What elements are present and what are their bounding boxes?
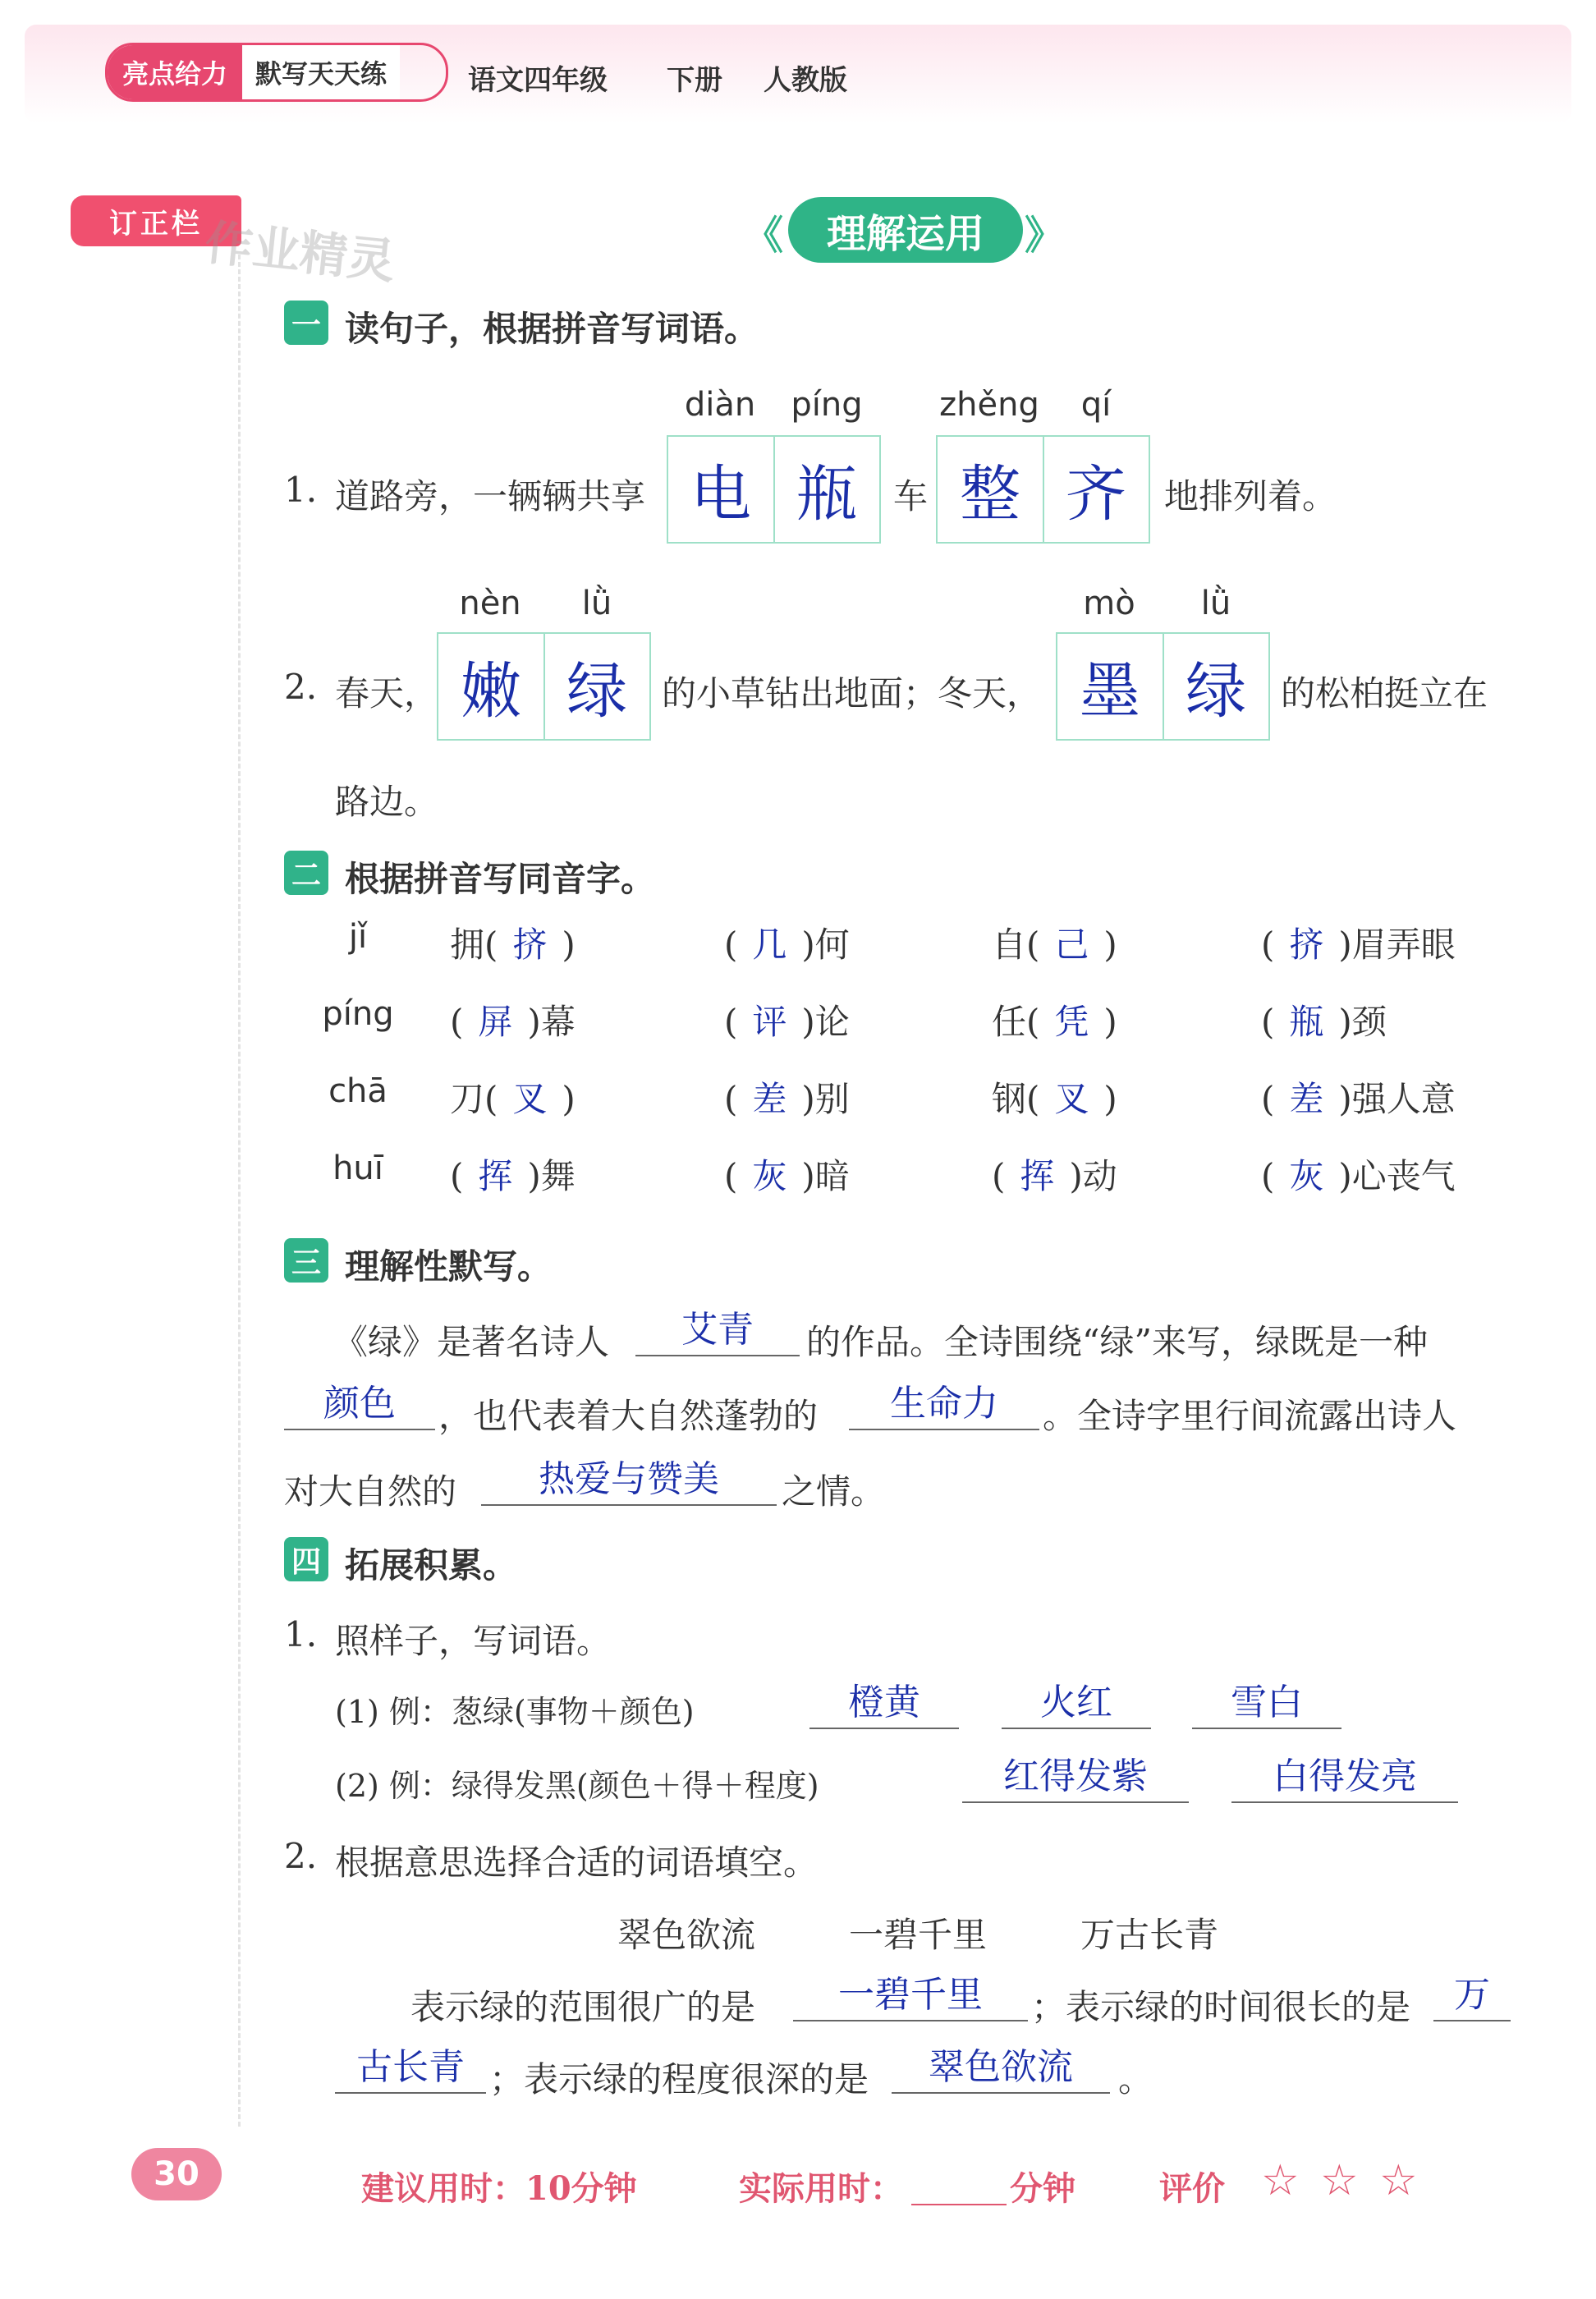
s3-line3-post: 之情。 <box>782 1471 886 1512</box>
answer-blank: 热爱与赞美 <box>481 1455 777 1506</box>
brand-badge <box>105 43 448 102</box>
option: 万古长青 <box>1080 1915 1219 1955</box>
homophone-item <box>450 918 576 967</box>
answer-blank: 白得发亮 <box>1231 1752 1458 1803</box>
answer-blank: 颜色 <box>284 1379 435 1430</box>
item-prefix: ( <box>1261 1079 1275 1119</box>
item-suffix: ) <box>562 925 576 965</box>
answer-character: 评 <box>752 1002 787 1042</box>
volume-label: 下册 <box>667 64 722 97</box>
pinyin: huī <box>332 1150 383 1187</box>
answer-blank: 火红 <box>1002 1678 1151 1729</box>
section-4-title: 拓展积累。 <box>345 1545 518 1585</box>
homophone-item <box>1261 1150 1456 1199</box>
star-icon: ☆ <box>1320 2156 1359 2205</box>
homophone-item <box>992 918 1117 967</box>
answer-character: 挤 <box>1289 925 1324 965</box>
option: 翠色欲流 <box>617 1915 756 1955</box>
answer-blank: 红得发紫 <box>962 1752 1189 1803</box>
s3-line2-mid: ，也代表着大自然蓬勃的 <box>438 1396 819 1436</box>
title-right-chevron: 》 <box>1025 213 1065 259</box>
answer-blank: 古长青 <box>335 2043 486 2094</box>
item-suffix: ) <box>1103 1079 1117 1119</box>
homophone-item <box>1261 918 1456 967</box>
section-2-title: 根据拼音写同音字。 <box>345 859 656 899</box>
pinyin: píng <box>322 995 394 1033</box>
s4-q2-number: 2. <box>284 1836 318 1876</box>
item-prefix: 拥( <box>450 925 498 965</box>
question-2-number: 2. <box>284 667 318 707</box>
answer-character: 灰 <box>1289 1156 1324 1196</box>
watermark: 作业精灵 <box>202 214 398 290</box>
rating-label: 评价 <box>1159 2169 1225 2208</box>
homophone-item <box>724 918 850 967</box>
answer-character: 挥 <box>1020 1156 1055 1196</box>
subject-label: 语文四年级 <box>468 64 608 97</box>
pinyin: lǜ <box>581 585 612 622</box>
item-prefix: 任( <box>992 1002 1040 1042</box>
actual-time-label: 实际用时： <box>739 2169 903 2208</box>
answer-box: 墨 <box>1056 632 1164 741</box>
section-1-number: 一 <box>284 301 328 345</box>
section-4-number: 四 <box>284 1537 328 1581</box>
homophone-item <box>450 1150 576 1199</box>
item-suffix: ) <box>1103 1002 1117 1042</box>
answer-box: 绿 <box>1163 632 1270 741</box>
s4-q2-line2-post: 。 <box>1118 2059 1153 2099</box>
answer-character: 己 <box>1054 925 1089 965</box>
answer-blank: 橙黄 <box>809 1678 959 1729</box>
homophone-item <box>1261 1072 1456 1122</box>
question-1-mid: 车 <box>893 476 929 516</box>
example-2: (2) 例：绿得发黑(颜色＋得＋程度) <box>335 1768 819 1804</box>
answer-character: 瓶 <box>1289 1002 1324 1042</box>
pinyin: lǜ <box>1200 585 1231 622</box>
item-suffix: )颈 <box>1338 1002 1387 1042</box>
answer-blank: 艾青 <box>635 1306 800 1356</box>
homophone-item <box>724 995 850 1044</box>
answer-blank: 翠色欲流 <box>892 2043 1110 2094</box>
s4-q2-line1-pre: 表示绿的范围很广的是 <box>410 1987 756 2027</box>
question-1-text: 道路旁，一辆辆共享 <box>335 476 646 516</box>
item-prefix: 刀( <box>450 1079 498 1119</box>
title-left-chevron: 《 <box>744 213 784 259</box>
item-prefix: 自( <box>992 925 1040 965</box>
homophone-item <box>450 1072 576 1122</box>
item-suffix: )心丧气 <box>1338 1156 1456 1196</box>
answer-character: 叉 <box>1054 1079 1089 1119</box>
pinyin: jǐ <box>348 918 368 956</box>
question-1-post: 地排列着。 <box>1164 476 1337 516</box>
brand-right: 默写天天练 <box>242 45 400 99</box>
item-suffix: )论 <box>801 1002 850 1042</box>
homophone-item <box>724 1072 850 1122</box>
pinyin: nèn <box>459 585 521 622</box>
page-number: 30 <box>131 2148 222 2200</box>
pinyin: píng <box>791 386 863 424</box>
pinyin: diàn <box>684 386 756 424</box>
s4-q2-text: 根据意思选择合适的词语填空。 <box>335 1842 819 1883</box>
pinyin: zhěng <box>939 386 1039 424</box>
question-2-line2: 路边。 <box>335 782 439 822</box>
s3-line1-post: 的作品。全诗围绕“绿”来写，绿既是一种 <box>806 1322 1428 1362</box>
pinyin: mò <box>1083 585 1135 622</box>
item-suffix: )何 <box>801 925 850 965</box>
item-suffix: ) <box>1103 925 1117 965</box>
item-suffix: )别 <box>801 1079 850 1119</box>
homophone-item <box>724 1150 850 1199</box>
actual-time-blank <box>911 2204 1007 2205</box>
s4-q1-number: 1. <box>284 1614 318 1654</box>
answer-box: 整 <box>936 435 1044 544</box>
actual-time-unit: 分钟 <box>1010 2169 1075 2208</box>
answer-character: 叉 <box>512 1079 548 1119</box>
item-prefix: ( <box>450 1156 464 1196</box>
section-3-title: 理解性默写。 <box>345 1246 553 1287</box>
item-prefix: ( <box>724 1156 738 1196</box>
s3-line1-pre: 《绿》是著名诗人 <box>333 1322 610 1362</box>
answer-character: 差 <box>752 1079 787 1119</box>
answer-box: 嫩 <box>437 632 545 741</box>
section-2-number: 二 <box>284 851 328 895</box>
s3-line3-pre: 对大自然的 <box>284 1471 457 1512</box>
item-prefix: ( <box>1261 925 1275 965</box>
item-prefix: ( <box>1261 1156 1275 1196</box>
item-prefix: ( <box>724 1002 738 1042</box>
item-suffix: )强人意 <box>1338 1079 1456 1119</box>
answer-character: 挥 <box>478 1156 513 1196</box>
option: 一碧千里 <box>849 1915 988 1955</box>
item-suffix: )暗 <box>801 1156 850 1196</box>
answer-character: 灰 <box>752 1156 787 1196</box>
answer-blank: 万 <box>1433 1971 1511 2021</box>
answer-character: 挤 <box>512 925 548 965</box>
s3-line2-post: 。全诗字里行间流露出诗人 <box>1043 1396 1457 1436</box>
section-heading: 理解运用 <box>788 197 1023 263</box>
brand-left: 亮点给力 <box>108 45 242 99</box>
answer-blank: 雪白 <box>1192 1678 1341 1729</box>
s4-q2-line1-mid: ；表示绿的时间很长的是 <box>1031 1987 1411 2027</box>
item-suffix: ) <box>562 1079 576 1119</box>
example-1: (1) 例：葱绿(事物＋颜色) <box>335 1694 695 1730</box>
item-prefix: ( <box>724 925 738 965</box>
answer-box: 绿 <box>543 632 651 741</box>
homophone-item <box>992 1072 1117 1122</box>
homophone-item <box>992 1150 1117 1199</box>
homophone-item <box>450 995 576 1044</box>
correction-margin-line <box>238 255 241 2127</box>
item-prefix: ( <box>450 1002 464 1042</box>
item-prefix: 钢( <box>992 1079 1040 1119</box>
question-2-text: 春天， <box>335 673 439 714</box>
item-prefix: ( <box>1261 1002 1275 1042</box>
edition-label: 人教版 <box>764 64 847 97</box>
pinyin: qí <box>1080 386 1112 424</box>
answer-box: 电 <box>667 435 775 544</box>
section-3-number: 三 <box>284 1238 328 1283</box>
answer-character: 屏 <box>478 1002 513 1042</box>
question-1-number: 1. <box>284 470 318 510</box>
item-suffix: )舞 <box>527 1156 576 1196</box>
star-icon: ☆ <box>1379 2156 1418 2205</box>
item-prefix: ( <box>992 1156 1006 1196</box>
item-suffix: )幕 <box>527 1002 576 1042</box>
question-2-post: 的松柏挺立在 <box>1281 673 1488 714</box>
correction-column-tag: 订正栏 <box>71 195 241 246</box>
answer-character: 凭 <box>1054 1002 1089 1042</box>
answer-character: 几 <box>752 925 787 965</box>
answer-blank: 生命力 <box>849 1379 1039 1430</box>
star-icon: ☆ <box>1261 2156 1300 2205</box>
answer-box: 齐 <box>1043 435 1150 544</box>
s4-q2-line2-mid: ；表示绿的程度很深的是 <box>489 2059 869 2099</box>
question-2-mid: 的小草钻出地面；冬天， <box>662 673 1042 714</box>
section-1-title: 读句子，根据拼音写词语。 <box>345 309 759 349</box>
homophone-item <box>992 995 1117 1044</box>
pinyin: chā <box>328 1072 388 1110</box>
s4-q1-text: 照样子，写词语。 <box>335 1621 612 1661</box>
suggested-time: 建议用时：10分钟 <box>361 2169 637 2208</box>
answer-character: 差 <box>1289 1079 1324 1119</box>
item-suffix: )眉弄眼 <box>1338 925 1456 965</box>
answer-blank: 一碧千里 <box>793 1971 1028 2021</box>
item-prefix: ( <box>724 1079 738 1119</box>
homophone-item <box>1261 995 1387 1044</box>
item-suffix: )动 <box>1069 1156 1117 1196</box>
answer-box: 瓶 <box>773 435 881 544</box>
